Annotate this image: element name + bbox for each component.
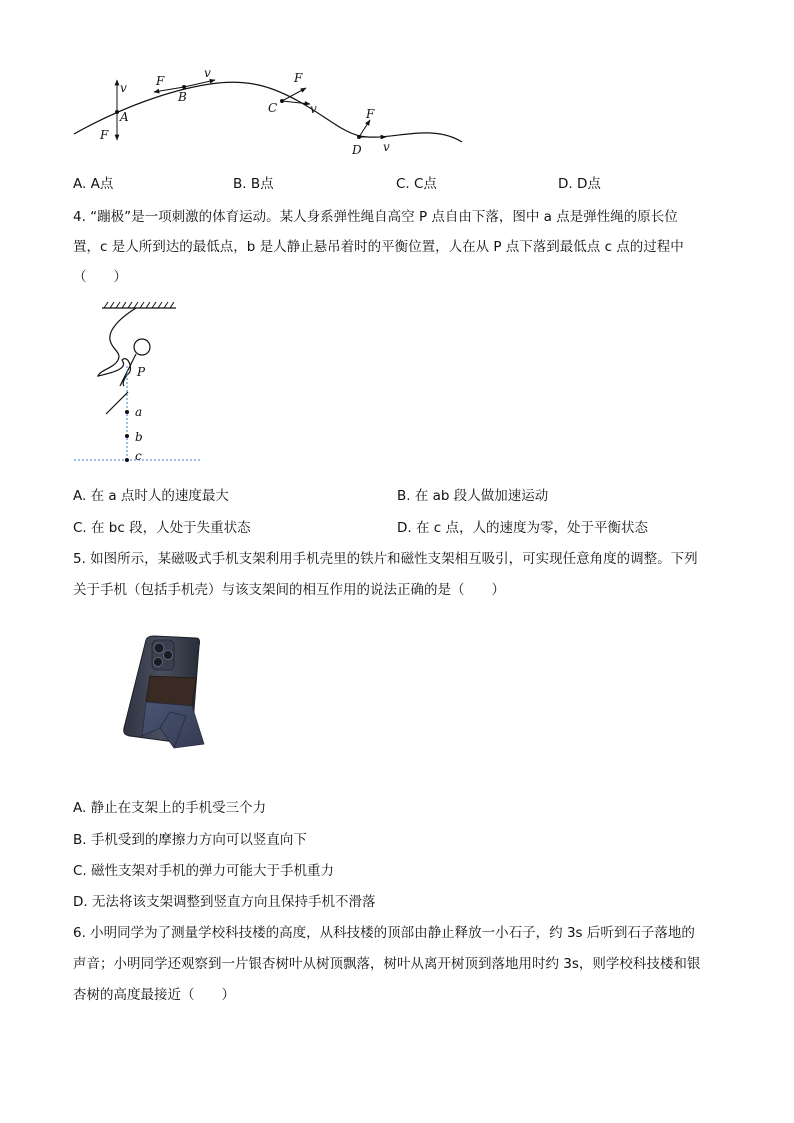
magnetic-pad	[146, 676, 196, 706]
camera-lens-3	[154, 658, 163, 667]
q5-stem-line2: 关于手机（包括手机壳）与该支架间的相互作用的说法正确的是（ ）	[73, 582, 505, 598]
q4-stem-line3: （ ）	[73, 269, 127, 285]
q5-option-c[interactable]: C. 磁性支架对手机的弹力可能大于手机重力	[73, 863, 335, 879]
force-arrow-d	[359, 120, 370, 137]
label-point-a: A	[120, 110, 129, 124]
q3-option-a[interactable]: A. A点	[73, 176, 114, 192]
label-v-c: v	[310, 102, 317, 116]
bungee-rope	[98, 308, 136, 386]
ceiling-hatch	[104, 302, 174, 308]
q5-option-d[interactable]: D. 无法将该支架调整到竖直方向且保持手机不滑落	[73, 894, 376, 910]
point-a-dot	[125, 410, 129, 414]
label-point-c: C	[268, 101, 278, 115]
q4-stem-line1: 4. “蹦极”是一项刺激的体育运动。某人身系弹性绳自高空 P 点自由下落，图中 a 点是弹性绳的原长位	[73, 209, 678, 225]
q6-stem-line3: 杏树的高度最接近（ ）	[73, 987, 235, 1003]
label-c: c	[135, 449, 142, 463]
label-point-d: D	[352, 143, 362, 157]
person-body	[120, 354, 136, 386]
person-head	[134, 339, 150, 355]
bungee-figure	[70, 296, 210, 468]
camera-lens-1	[154, 643, 164, 653]
label-a: a	[135, 405, 143, 419]
camera-lens-2	[164, 651, 173, 660]
q4-option-a[interactable]: A. 在 a 点时人的速度最大	[73, 488, 229, 504]
q3-option-d[interactable]: D. D点	[558, 176, 601, 192]
q5-option-a[interactable]: A. 静止在支架上的手机受三个力	[73, 800, 267, 816]
q4-stem-line2: 置，c 是人所到达的最低点，b 是人静止悬吊着时的平衡位置，人在从 P 点下落到最低点 c 点的过程中	[73, 239, 684, 255]
velocity-arrow-c	[282, 101, 310, 104]
label-f-a: F	[100, 128, 109, 142]
label-f-b: F	[156, 74, 165, 88]
curve-force-figure	[60, 60, 480, 165]
q6-stem-line1: 6. 小明同学为了测量学校科技楼的高度，从科技楼的顶部由静止释放一小石子，约 3s 后听到石子落地的	[73, 925, 695, 941]
label-b: b	[135, 430, 143, 444]
q3-option-b[interactable]: B. B点	[233, 176, 274, 192]
label-f-d: F	[366, 107, 375, 121]
q4-option-d[interactable]: D. 在 c 点，人的速度为零，处于平衡状态	[397, 520, 648, 536]
q6-stem-line2: 声音；小明同学还观察到一片银杏树叶从树顶飘落，树叶从离开树顶到落地用时约 3s，则学校科技楼和银	[73, 956, 701, 972]
label-point-b: B	[178, 90, 187, 104]
label-f-c: F	[294, 71, 303, 85]
label-v-d: v	[383, 140, 390, 154]
q5-stem-line1: 5. 如图所示，某磁吸式手机支架利用手机壳里的铁片和磁性支架相互吸引，可实现任意角度的调整。下列	[73, 551, 698, 567]
q5-option-b[interactable]: B. 手机受到的摩擦力方向可以竖直向下	[73, 832, 307, 848]
label-p: P	[137, 365, 146, 379]
label-v-b: v	[204, 66, 211, 80]
person-legs	[106, 392, 128, 414]
q4-option-b[interactable]: B. 在 ab 段人做加速运动	[397, 488, 549, 504]
point-c-dot	[125, 458, 129, 462]
label-v-a: v	[120, 81, 127, 95]
folding-stand	[142, 702, 204, 748]
phone-stand-image	[112, 632, 212, 750]
point-b-dot	[125, 434, 129, 438]
q4-option-c[interactable]: C. 在 bc 段，人处于失重状态	[73, 520, 251, 536]
q3-option-c[interactable]: C. C点	[396, 176, 437, 192]
